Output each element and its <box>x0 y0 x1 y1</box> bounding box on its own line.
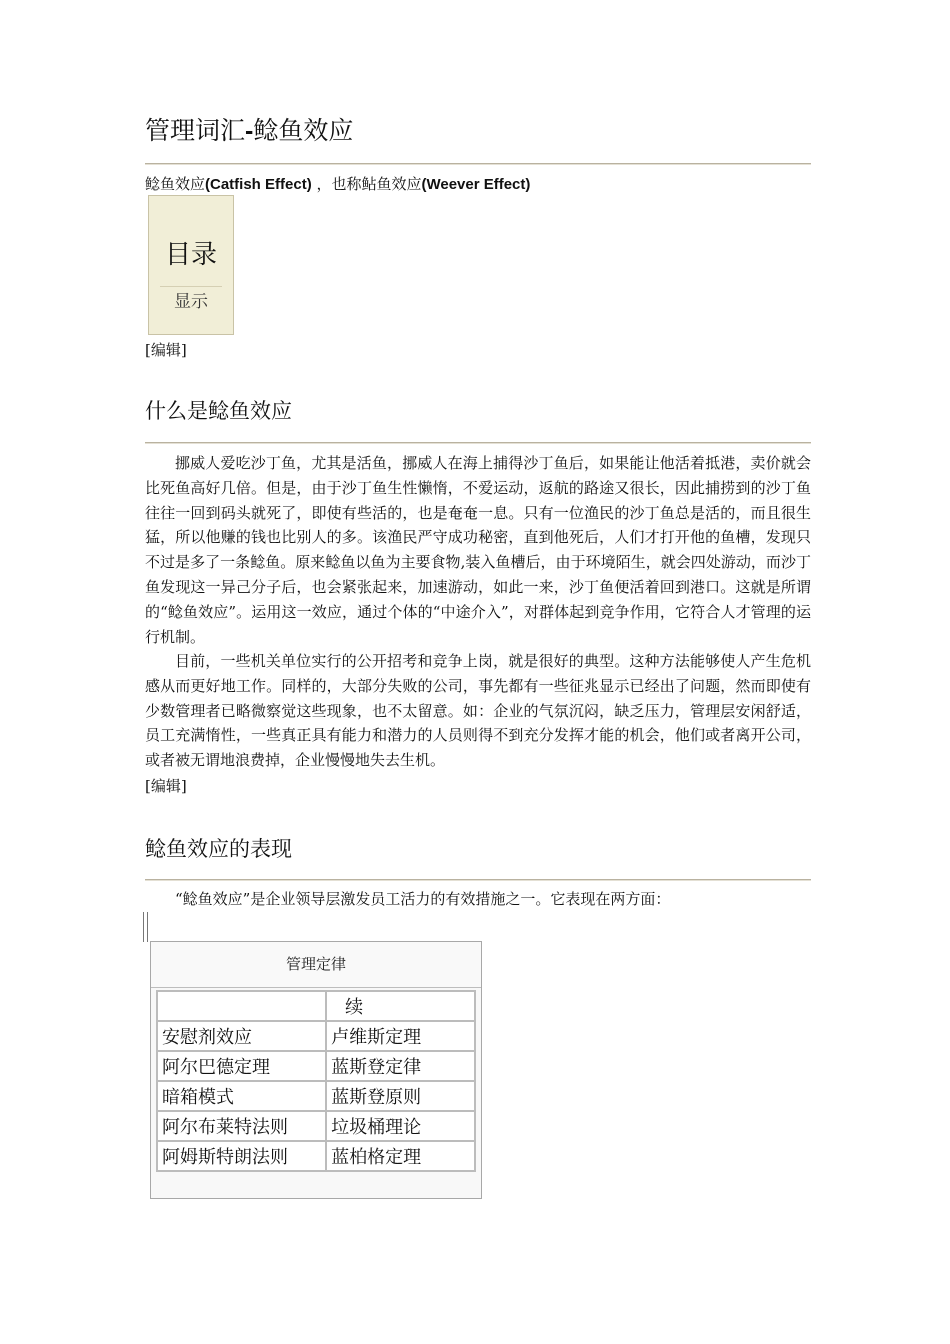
paragraph: “鲶鱼效应”是企业领导层激发员工活力的有效措施之一。它表现在两方面： <box>175 890 671 908</box>
table-cell-link[interactable]: 蓝斯登定律 <box>326 1051 475 1081</box>
page-title <box>145 113 353 149</box>
paragraph: 目前，一些机关单位实行的公开招考和竞争上岗，就是很好的典型。这种方法能够使人产生危机感从而更好地工作。同样的，大部分失败的公司，事先都有一些征兆显示已经出了问题，然而即使有少数管理者已略微察觉这些现象，也不太留意。如：企业的气氛沉闷，缺乏压力，管理层安闲舒适，员工充满惰性，一些真正具有能力和潜力的人员则得不到充分发挥才能的机会，他们或者离开公司，或者被无谓地浪费掉，企业慢慢地失去生机。 <box>145 652 811 770</box>
intro-alias: ，也称鲇鱼效应 <box>311 175 422 193</box>
table-of-contents <box>148 195 234 335</box>
laws-table <box>156 990 476 1172</box>
table-header-row <box>157 991 475 1021</box>
table-row <box>157 1021 475 1051</box>
table-cell-link[interactable]: 垃圾桶理论 <box>326 1111 475 1141</box>
intro-term: 鲶鱼效应 <box>145 175 206 193</box>
table-cell-link[interactable]: 阿姆斯特朗法则 <box>157 1141 326 1171</box>
table-row <box>157 1141 475 1171</box>
table-cell-link[interactable]: 阿尔布莱特法则 <box>157 1111 326 1141</box>
title-prefix: 管理词汇 <box>145 116 246 145</box>
toc-show-toggle[interactable]: 显示 <box>174 292 208 312</box>
table-cell-link[interactable]: 卢维斯定理 <box>326 1021 475 1051</box>
table-cell <box>157 991 326 1021</box>
table-row <box>157 1111 475 1141</box>
toc-title: 目录 <box>164 240 217 270</box>
table-cell: 续 <box>326 991 475 1021</box>
section-divider <box>145 442 811 444</box>
intro-term-en: (Catfish Effect) <box>205 176 312 193</box>
management-laws-infobox <box>150 941 482 1199</box>
intro-alias-en: (Weever Effect) <box>421 176 531 193</box>
section-heading-manifestation: 鲶鱼效应的表现 <box>145 837 292 861</box>
table-cell-link[interactable]: 安慰剂效应 <box>157 1021 326 1051</box>
table-cell-link[interactable]: 阿尔巴德定理 <box>157 1051 326 1081</box>
edit-link[interactable]: [编辑] <box>145 777 187 795</box>
toc-divider <box>160 286 222 287</box>
table-cell-link[interactable]: 蓝柏格定理 <box>326 1141 475 1171</box>
intro-line <box>145 174 530 195</box>
paragraph: 挪威人爱吃沙丁鱼，尤其是活鱼，挪威人在海上捕得沙丁鱼后，如果能让他活着抵港，卖价就会比死鱼高好几倍。但是，由于沙丁鱼生性懒惰，不爱运动，返航的路途又很长，因此捕捞到的沙丁鱼往往一回到码头就死了，即使有些活的，也是奄奄一息。只有一位渔民的沙丁鱼总是活的，而且很生猛，所以他赚的钱也比别人的多。该渔民严守成功秘密，直到他死后，人们才打开他的鱼槽，发现只不过是多了一条鲶鱼。原来鲶鱼以鱼为主要食物,装入鱼槽后，由于环境陌生，就会四处游动，而沙丁鱼发现这一异己分子后，也会紧张起来，加速游动，如此一来，沙丁鱼便活着回到港口。这就是所谓的“鲶鱼效应”。运用这一效应，通过个体的“中途介入”，对群体起到竞争作用，它符合人才管理的运行机制。 <box>145 454 811 646</box>
quote-bar <box>143 912 148 942</box>
table-cell-link[interactable]: 蓝斯登原则 <box>326 1081 475 1111</box>
infobox-title: 管理定律 <box>151 942 481 988</box>
table-row <box>157 1081 475 1111</box>
section-divider <box>145 879 811 881</box>
title-divider <box>145 163 811 165</box>
title-dash: - <box>245 117 254 145</box>
title-suffix: 鲶鱼效应 <box>253 116 354 145</box>
table-cell-link[interactable]: 暗箱模式 <box>157 1081 326 1111</box>
table-row <box>157 1051 475 1081</box>
section-heading-what-is: 什么是鲶鱼效应 <box>145 399 292 423</box>
edit-link[interactable]: [编辑] <box>145 341 187 359</box>
